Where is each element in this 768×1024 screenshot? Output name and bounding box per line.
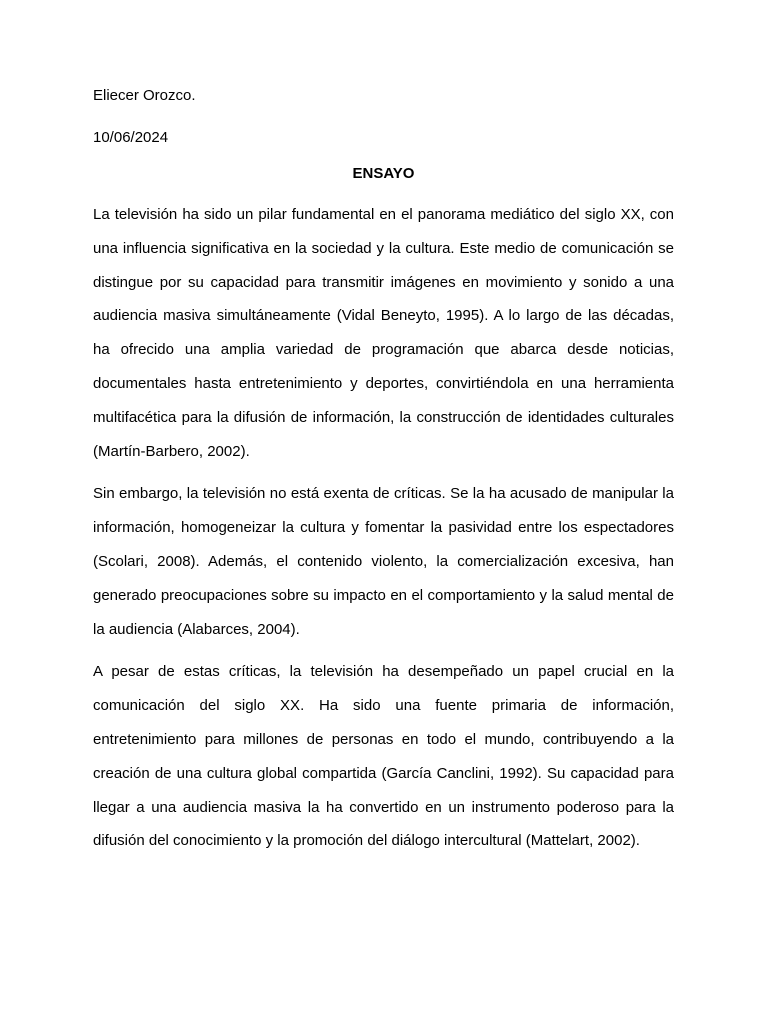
document-title: ENSAYO — [352, 165, 415, 182]
document-date: 10/06/2024 — [93, 129, 169, 146]
author-name: Eliecer Orozco. — [93, 87, 196, 104]
paragraph-2: Sin embargo, la televisión no está exenta de críticas. Se la ha acusado de manipular la información, homogeneizar la cultura y fomentar la pasividad entre los espectadores (Scolari, 2008). Además, el contenido violento, la comercialización excesiva, han generado preocupaciones sobre su impacto en el comportamiento y la salud mental de la audiencia (Alabarces, 2004). — [93, 485, 674, 638]
paragraph-1: La televisión ha sido un pilar fundamental en el panorama mediático del siglo XX, con una influencia significativa en la sociedad y la cultura. Este medio de comunicación se distingue por su capacidad para transmitir imágenes en movimiento y sonido a una audiencia masiva simultáneamente (Vidal Beneyto, 1995). A lo largo de las décadas, ha ofrecido una amplia variedad de programación que abarca desde noticias, documentales hasta entretenimiento y deportes, convirtiéndola en una herramienta multifacética para la difusión de información, la construcción de identidades culturales (Martín-Barbero, 2002). — [93, 206, 674, 460]
paragraph-3: A pesar de estas críticas, la televisión ha desempeñado un papel crucial en la comunicación del siglo XX. Ha sido una fuente primaria de información, entretenimiento para millones de personas en todo el mundo, contribuyendo a la creación de una cultura global compartida (García Canclini, 1992). Su capacidad para llegar a una audiencia masiva la ha convertido en un instrumento poderoso para la difusión del conocimiento y la promoción del diálogo intercultural (Mattelart, 2002). — [93, 663, 674, 850]
document-body — [93, 86, 674, 858]
